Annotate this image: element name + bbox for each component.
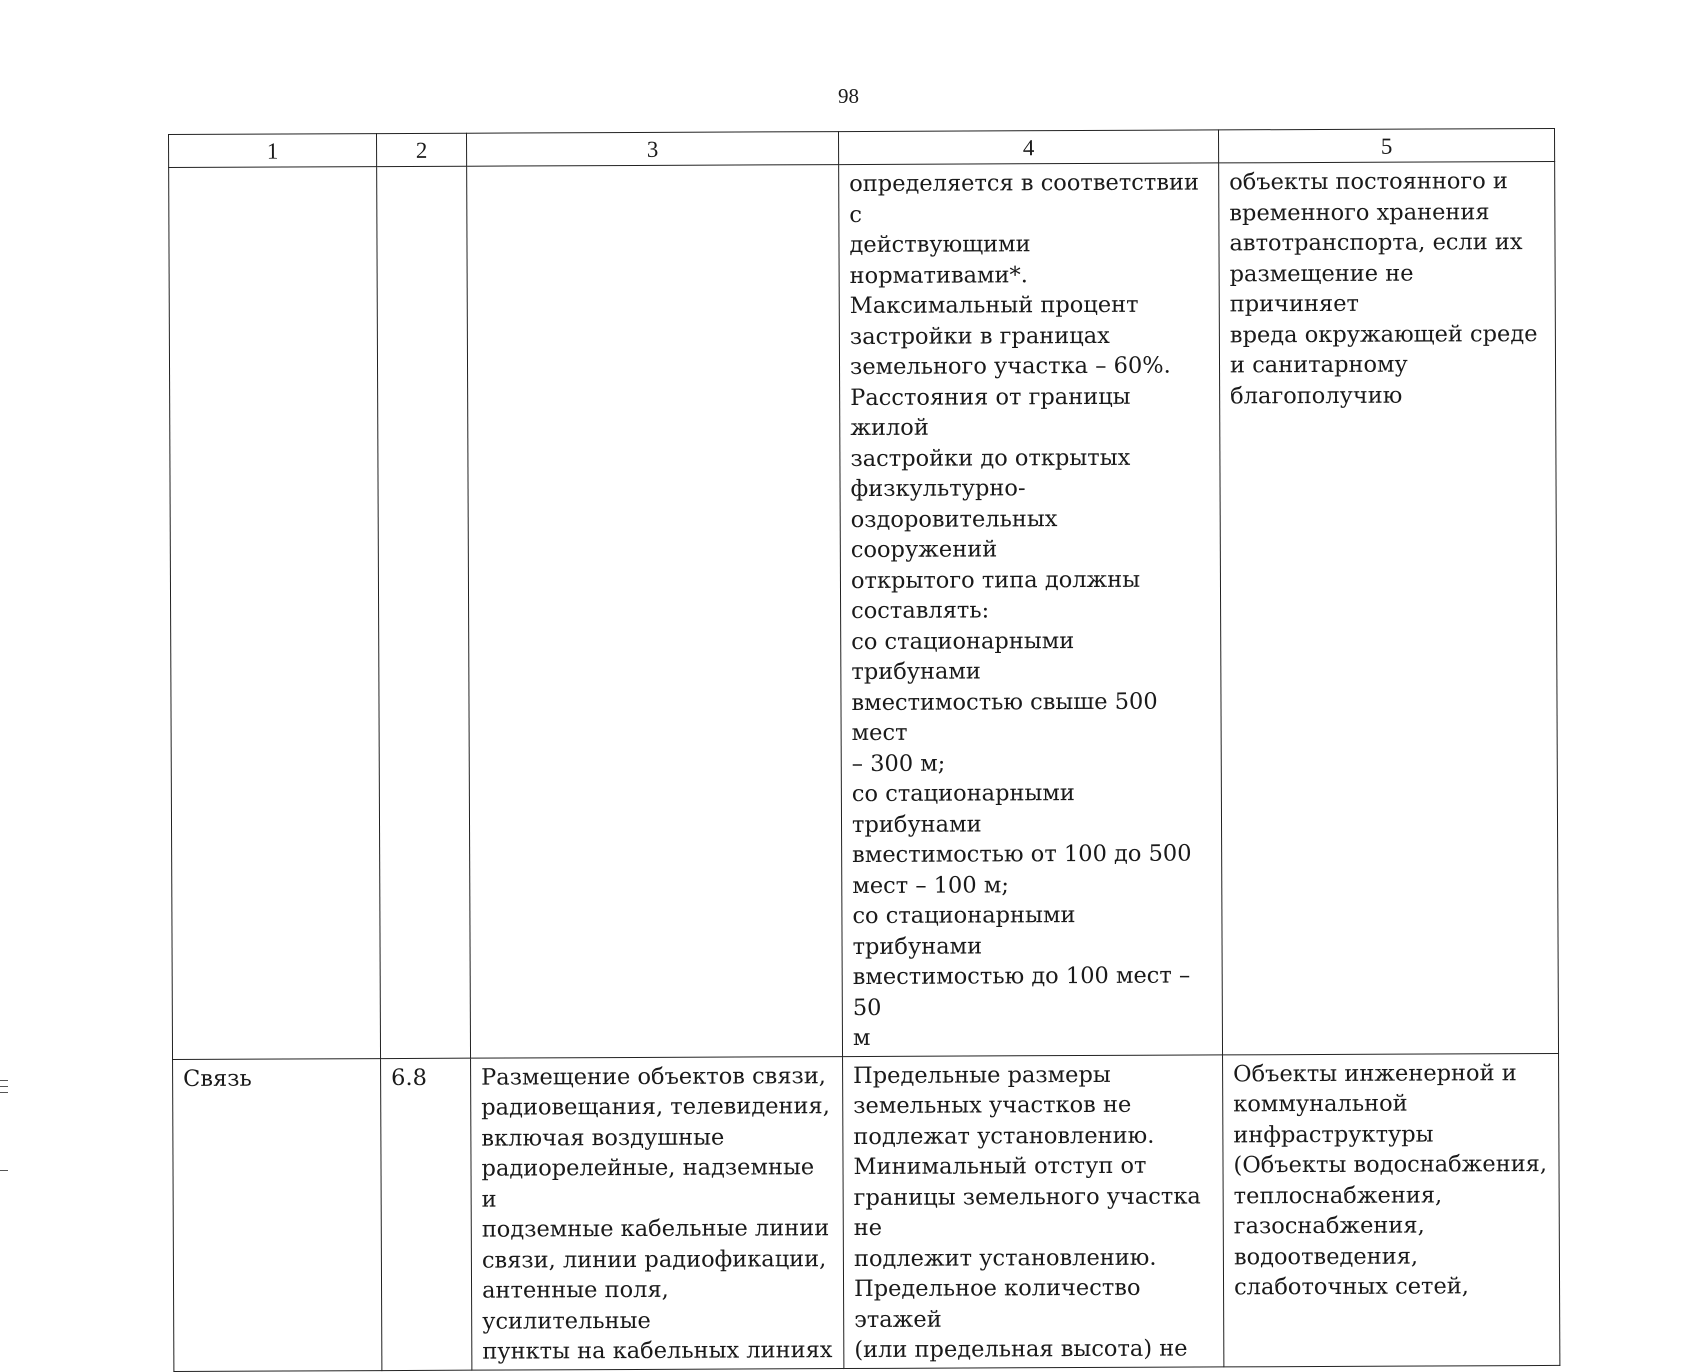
cell-auxiliary-uses: объекты постоянного и временного хранения автотранспорта, если их размещение не причиняет вреда окружающей среде и санитарному благополучию bbox=[1219, 161, 1559, 1054]
cell-description bbox=[467, 165, 843, 1058]
cell-use-name bbox=[169, 167, 381, 1059]
header-cell-5: 5 bbox=[1218, 128, 1554, 162]
header-cell-4: 4 bbox=[838, 130, 1218, 165]
margin-tick bbox=[0, 1170, 8, 1171]
cell-use-name: Связь bbox=[173, 1058, 382, 1371]
table-row bbox=[169, 161, 1559, 1059]
cell-code: 6.8 bbox=[381, 1058, 472, 1370]
cell-auxiliary-uses: Объекты инженерной и коммунальной инфраструктуры (Объекты водоснабжения, теплоснабжения, газоснабжения, водоотведения, слаботочных сетей, bbox=[1223, 1053, 1560, 1366]
cell-description: Размещение объектов связи, радиовещания, телевидения, включая воздушные радиорелейные, надземные и подземные кабельные линии связи, линии радиофикации, антенные поля, усилительные пункты на кабельных линиях bbox=[471, 1056, 844, 1370]
cell-parameters: определяется в соответствии с действующими нормативами*. Максимальный процент застройки в границах земельного участка – 60%. Расстояния от границы жилой застройки до открытых физкультурно- оздоровительных сооружений открытого типа должны составлять: со стационарными трибунами вместимостью свыше 500 мест – 300 м; со стационарными трибунами вместимостью от 100 до 500 мест – 100 м; со стационарными трибунами вместимостью до 100 мест – 50 м bbox=[839, 163, 1223, 1056]
margin-tick bbox=[0, 1092, 8, 1093]
cell-code bbox=[377, 166, 471, 1058]
header-cell-1: 1 bbox=[169, 134, 377, 168]
binding-margin-marks bbox=[0, 1080, 10, 1200]
table-row bbox=[173, 1053, 1560, 1371]
margin-tick bbox=[0, 1086, 8, 1087]
page-number: 98 bbox=[838, 84, 859, 108]
regulations-table bbox=[168, 128, 1560, 1372]
header-cell-2: 2 bbox=[377, 133, 467, 166]
cell-parameters: Предельные размеры земельных участков не подлежат установлению. Минимальный отступ от границы земельного участка не подлежит установлению. Предельное количество этажей (или предельная высота) не bbox=[843, 1054, 1224, 1368]
margin-tick bbox=[0, 1080, 8, 1081]
header-cell-3: 3 bbox=[466, 132, 838, 167]
